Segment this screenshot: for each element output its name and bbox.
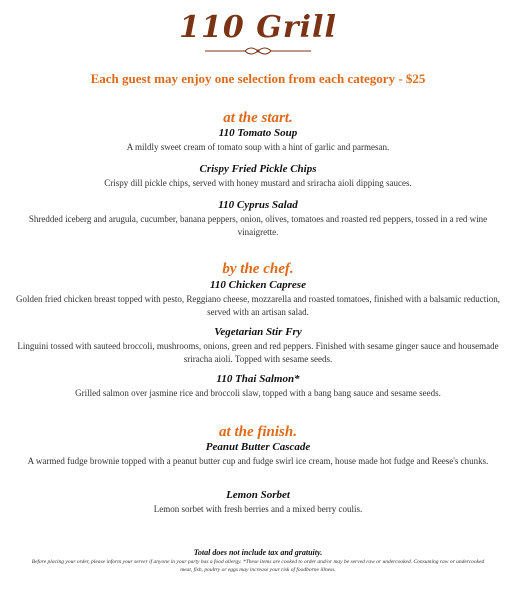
- menu-item-name: Peanut Butter Cascade: [205, 441, 311, 453]
- menu-item-description: A mildly sweet cream of tomato soup with a hint of garlic and parmesan.: [126, 142, 390, 152]
- menu-item-description: Linguini tossed with sauteed broccoli, mushrooms, onions, green and red peppers. Finished with sesame ginger sauce and housemade sriracha aioli. Topped with sesame seeds.: [17, 341, 499, 364]
- menu-item-description: Grilled salmon over jasmine rice and broccoli slaw, topped with a bang bang sauce and sesame seeds.: [75, 388, 441, 398]
- menu-item-name: 110 Cyprus Salad: [218, 199, 298, 211]
- restaurant-name: 110 Grill: [179, 10, 337, 45]
- menu-item-name: 110 Tomato Soup: [218, 127, 298, 139]
- allergy-disclaimer: Before placing your order, please inform your server if anyone in your party has a food allergy. *These items are cooked to order and/or may be served raw or undercooked. Consuming raw or undercooked meat, fish, poultry or eggs may increase your risk of foodborne illness.: [31, 559, 485, 573]
- section-title-start: at the start.: [223, 110, 293, 126]
- menu-item-description: Golden fried chicken breast topped with pesto, Reggiano cheese, mozzarella and roasted tomatoes, finished with a balsamic reduction, served with an artisan salad.: [15, 294, 501, 317]
- ornament-divider-icon: [205, 44, 311, 58]
- menu-item-description: Lemon sorbet with fresh berries and a mixed berry coulis.: [153, 504, 363, 514]
- menu-item-name: Lemon Sorbet: [226, 489, 290, 501]
- menu-item-description: A warmed fudge brownie topped with a peanut butter cup and fudge swirl ice cream, house made hot fudge and Reese's chunks.: [27, 456, 489, 466]
- tax-note: Total does not include tax and gratuity.: [193, 548, 323, 557]
- menu-item-name: Vegetarian Stir Fry: [214, 326, 302, 338]
- pricing-tagline: Each guest may enjoy one selection from each category - $25: [90, 71, 426, 86]
- menu-item-name: 110 Chicken Caprese: [210, 279, 306, 291]
- menu-item-description: Shredded iceberg and arugula, cucumber, banana peppers, onion, olives, tomatoes and roasted red peppers, tossed in a red wine vinaigrette.: [28, 214, 488, 237]
- section-title-finish: at the finish.: [219, 424, 297, 440]
- menu-item-description: Crispy dill pickle chips, served with honey mustard and sriracha aioli dipping sauces.: [104, 178, 412, 188]
- section-title-chef: by the chef.: [222, 261, 294, 277]
- menu-item-name: Crispy Fried Pickle Chips: [199, 163, 317, 175]
- menu-item-name: 110 Thai Salmon*: [216, 373, 300, 385]
